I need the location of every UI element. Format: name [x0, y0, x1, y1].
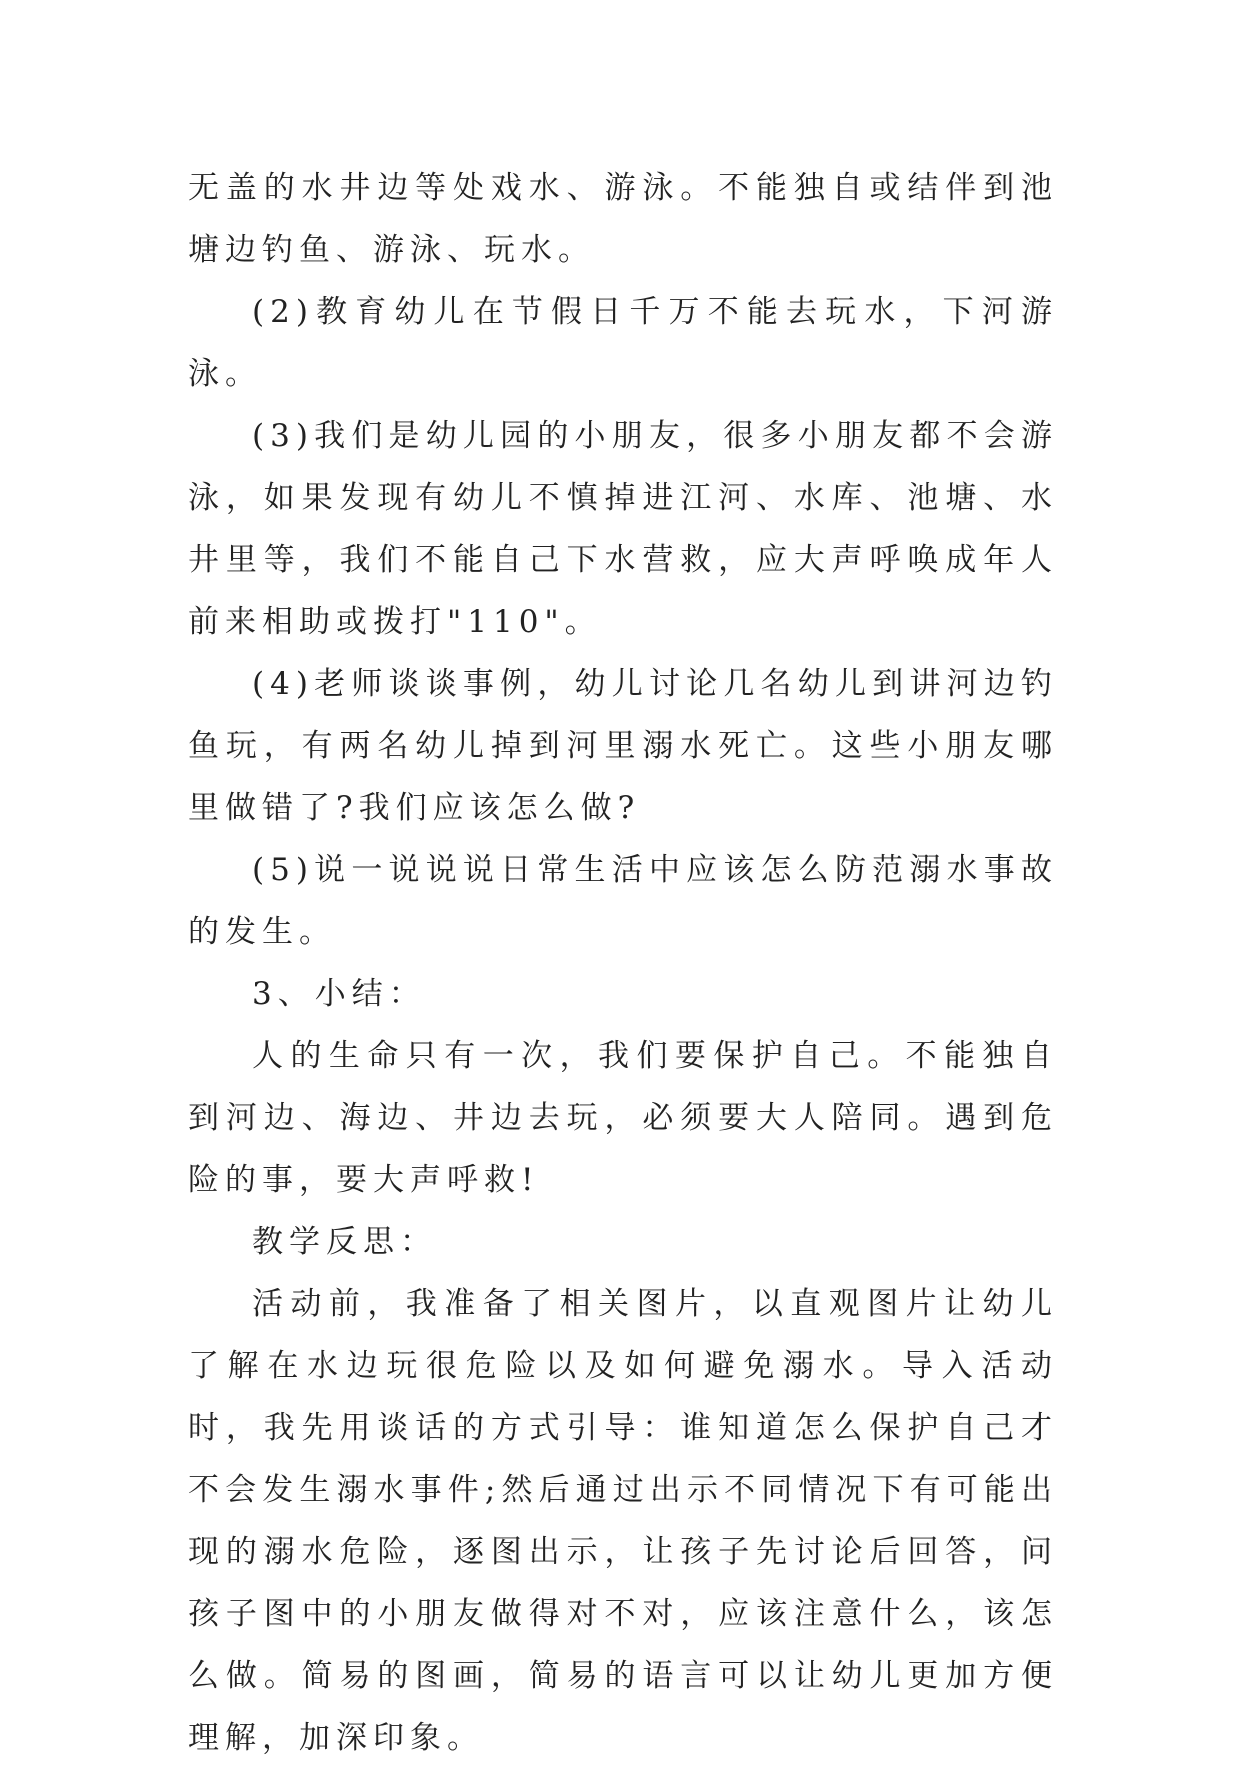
paragraph-continuation: 无盖的水井边等处戏水、游泳。不能独自或结伴到池塘边钓鱼、游泳、玩水。: [188, 170, 1058, 268]
paragraph-reflection: 活动前，我准备了相关图片，以直观图片让幼儿了解在水边玩很危险以及如何避免溺水。导入活动时，我先用谈话的方式引导：谁知道怎么保护自己才不会发生溺水事件;然后通过出示不同情况下有可能出现的溺水危险，逐图出示，让孩子先讨论后回答，问孩子图中的小朋友做得对不对，应该注意什么，该怎么做。简易的图画，简易的语言可以让幼儿更加方便理解，加深印象。: [188, 1286, 1058, 1756]
paragraph-item-2: (2)教育幼儿在节假日千万不能去玩水，下河游泳。: [188, 294, 1058, 392]
paragraph-item-5: (5)说一说说说日常生活中应该怎么防范溺水事故的发生。: [188, 852, 1058, 950]
section-heading-reflection: 教学反思：: [252, 1224, 437, 1260]
paragraph-summary: 人的生命只有一次，我们要保护自己。不能独自到河边、海边、井边去玩，必须要大人陪同。遇到危险的事，要大声呼救!: [188, 1038, 1058, 1198]
document-body: [188, 157, 1058, 1769]
paragraph-item-3: (3)我们是幼儿园的小朋友，很多小朋友都不会游泳，如果发现有幼儿不慎掉进江河、水库、池塘、水井里等，我们不能自己下水营救，应大声呼唤成年人前来相助或拨打"110"。: [188, 418, 1058, 640]
paragraph-item-4: (4)老师谈谈事例，幼儿讨论几名幼儿到讲河边钓鱼玩，有两名幼儿掉到河里溺水死亡。这些小朋友哪里做错了?我们应该怎么做?: [188, 666, 1058, 826]
section-heading-summary: 3、小结：: [252, 976, 426, 1012]
